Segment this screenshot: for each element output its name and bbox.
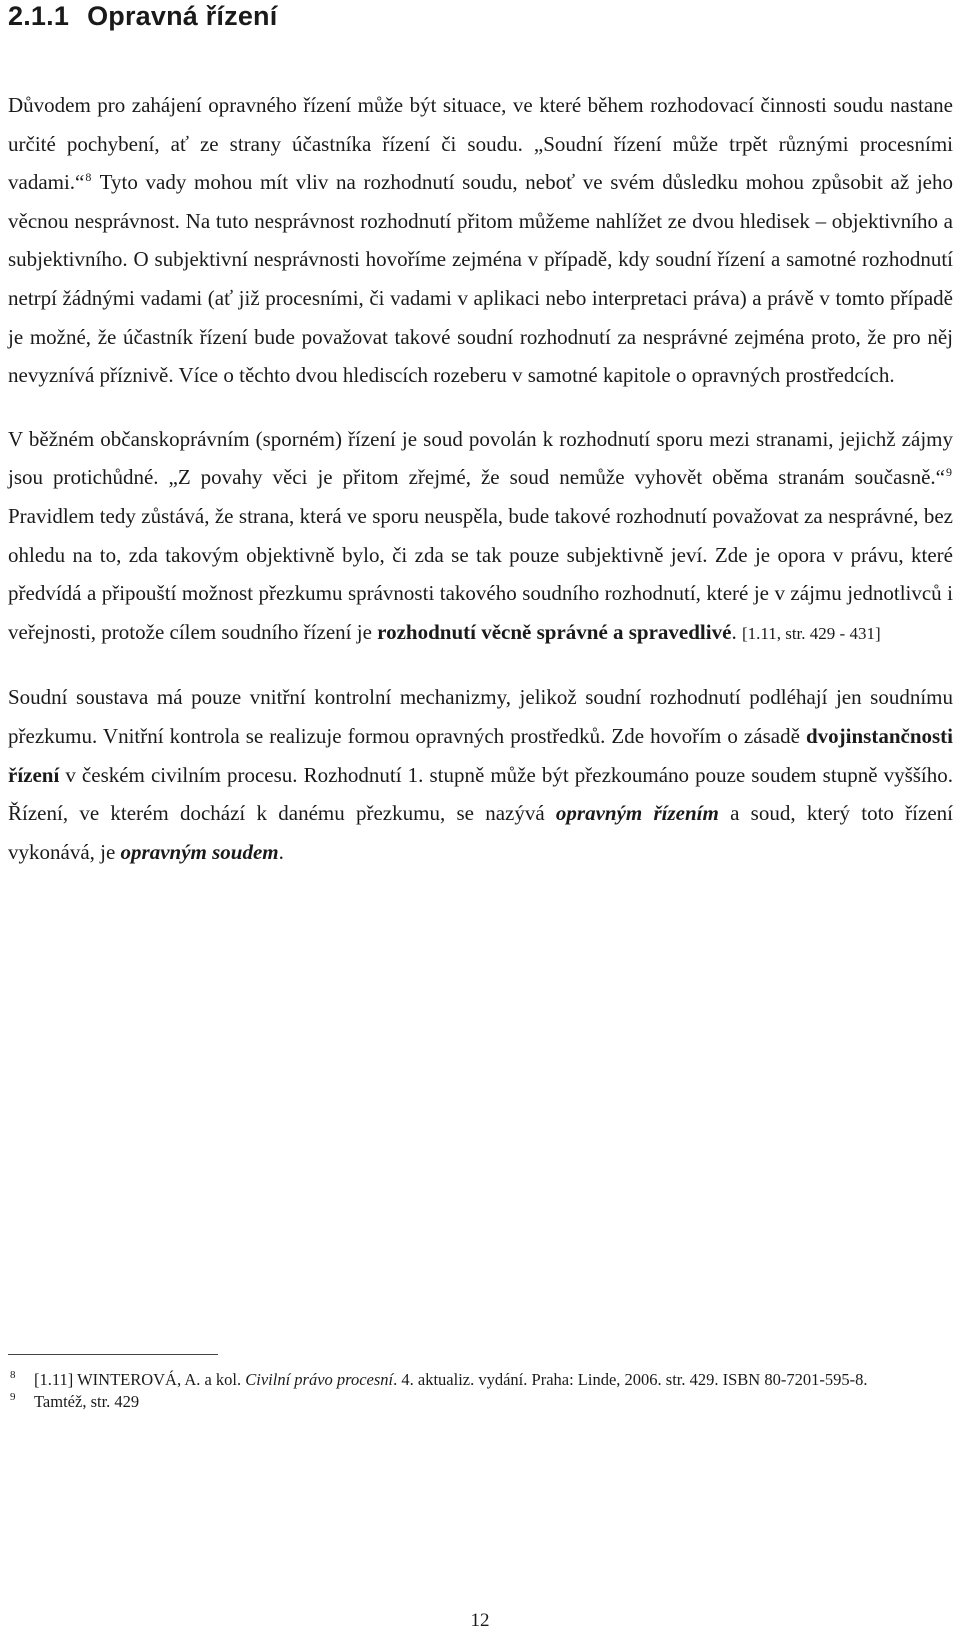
paragraph-3-text-d: . (278, 839, 284, 864)
footnote-text: [1.11] WINTEROVÁ, A. a kol. (34, 1370, 246, 1389)
footnote-separator (8, 1354, 218, 1355)
footnote-ref-9[interactable]: 9 (946, 465, 952, 480)
paragraph-2 (8, 420, 953, 654)
paragraph-2-text-c: . (731, 619, 742, 644)
paragraph-2-text-a: V běžném občanskoprávním (sporném) řízení je soud povolán k rozhodnutí sporu mezi stranami, jejichž zájmy jsou protichůdné. „Z povahy věci je přitom zřejmé, že soud nemůže vyhovět oběma stranám současně.“ (8, 426, 953, 490)
footnotes (8, 1354, 953, 1414)
footnote-8 (8, 1370, 953, 1390)
paragraph-1 (8, 86, 953, 395)
footnote-ref-8[interactable]: 8 (85, 170, 92, 185)
paragraph-1-text-c: O subjektivní nesprávnosti hovoříme zejména v případě, kdy soudní řízení a samotné rozhodnutí netrpí žádnými vadami (ať již procesními, či vadami v aplikaci nebo interpretaci práva) a právě v tomto případě je možné, že účastník řízení bude považovat takové soudní rozhodnutí za nesprávné zejména proto, že pro něj nevyznívá příznivě. Více o těchto dvou hlediscích rozeberu v samotné kapitole o opravných prostředcích. (8, 247, 953, 388)
paragraph-3-bold-italic-2: opravným soudem (120, 839, 279, 864)
paragraph-2-bold-text: rozhodnutí věcně správné a spravedlivé (377, 619, 732, 644)
footnote-number: 9 (10, 1391, 16, 1403)
section-title: Opravná řízení (87, 1, 278, 31)
paragraph-1-text-b: Tyto vady mohou mít vliv na rozhodnutí soudu, neboť ve svém důsledku mohou způsobit až jeho věcnou nesprávnost. Na tuto nesprávnost rozhodnutí přitom můžeme nahlížet ze dvou hledisek – objektivního a subjektivního. (8, 170, 953, 272)
paragraph-3-bold-italic-1: opravným řízením (555, 801, 719, 826)
paragraph-3-text-a: Soudní soustava má pouze vnitřní kontrolní mechanizmy, jelikož soudní rozhodnutí podléhají jen soudnímu přezkumu. Vnitřní kontrola se realizuje formou opravných prostředků. Zde hovořím o zásadě (8, 685, 953, 748)
footnote-9 (8, 1392, 953, 1412)
citation: [1.11, str. 429 - 431] (741, 623, 881, 643)
paragraph-3-text-c: a soud, který toto řízení vykonává, je (8, 801, 953, 864)
paragraph-2-text-b: Pravidlem tedy zůstává, že strana, která ve sporu neuspěla, bude takové rozhodnutí považovat za nesprávné, bez ohledu na to, zda takovým objektivně bylo, či zda se tak pouze subjektivně jeví. Zde je opora v právu, které předvídá a připouští možnost přezkumu správnosti takového soudního rozhodnutí, které je v zájmu jednotlivců i veřejnosti, protože cílem soudního řízení je (8, 503, 953, 644)
paragraph-3 (8, 678, 953, 871)
body-text (8, 86, 953, 871)
footnote-text-end: . 4. aktualiz. vydání. Praha: Linde, 2006. str. 429. ISBN 80-7201-595-8. (393, 1370, 868, 1389)
section-number: 2.1.1 (8, 1, 70, 31)
paragraph-3-text-b: v českém civilním procesu. Rozhodnutí 1. stupně může být přezkoumáno pouze soudem stupně vyššího. Řízení, ve kterém dochází k danému přezkumu, se nazývá (8, 762, 953, 826)
paragraph-1-text-a: Důvodem pro zahájení opravného řízení může být situace, ve které během rozhodovací činnosti soudu nastane určité pochybení, ať ze strany účastníka řízení či soudu. „Soudní řízení může trpět různými procesními vadami.“ (8, 93, 953, 195)
page-number: 12 (470, 1610, 490, 1631)
footnote-italic: Civilní právo procesní (245, 1370, 394, 1389)
footnote-text: Tamtéž, str. 429 (34, 1392, 140, 1411)
footnote-number: 8 (10, 1369, 16, 1381)
section-heading (8, 0, 277, 32)
paragraph-3-bold-text: dvojinstančnosti řízení (8, 723, 953, 787)
